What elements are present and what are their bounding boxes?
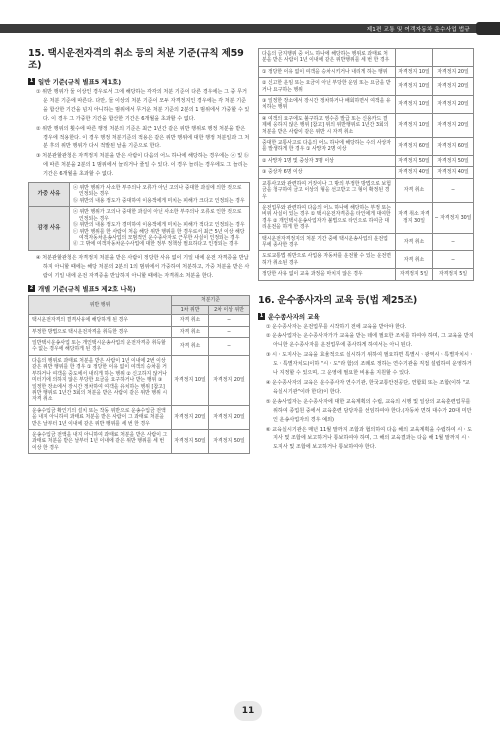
act-cell: ④ 여객의 요구에도 불구하고 영수증 발급 또는 신용카드 결제에 응하지 않은 행위 [참고] 위의 위반행위로 1년간 3회의 처분을 받은 사람이 같은 위반 시 자격 취소: [259, 113, 396, 137]
table-row: [29, 355, 250, 405]
individual-standard-table-continued: [258, 48, 474, 281]
second-cell: −: [209, 338, 250, 356]
second-cell: 자격정지 20일: [433, 66, 474, 77]
table-row: [259, 178, 474, 202]
first-cell: 자격정지 10일: [396, 66, 433, 77]
subsection-education-title: 운수종사자의 교육: [268, 312, 320, 321]
table-row: [259, 167, 474, 178]
act-cell: 정당한 사유 없이 교육 과정을 마치지 않은 경우: [259, 269, 396, 280]
table-row: [29, 429, 250, 453]
second-cell: 자격정지 5일: [433, 269, 474, 280]
second-cell: − 자격정지 30일: [433, 202, 474, 233]
second-cell: 자격정지 40일: [433, 167, 474, 178]
bullet-square-icon: 1: [259, 312, 264, 319]
act-cell: ③ 일정한 장소에서 장시간 정차하거나 배회하면서 여객을 유치하는 행위: [259, 96, 396, 114]
education-item-3: ③ 시ㆍ도지사는 교육을 효율적으로 실시하기 위하여 필요하면 특별시ㆍ광역시ㆍ특별자치시ㆍ도ㆍ특별자치도(이하 "시ㆍ도"라 함)의 조례로 정하는 연수기관을 직접 설립하여 운영하거나 지정할 수 있으며, 그 운영에 필요한 비용을 지원할 수 있다.: [266, 352, 474, 377]
aggravation-reasons: [70, 183, 250, 207]
rule-item-1: ① 위반 행위가 둘 이상인 경우로서 그에 해당하는 각각의 처분 기준이 다른 경우에는 그 중 무거운 처분 기준에 따른다. 다만, 둘 이상의 처분 기준이 모두 자격정지인 경우에는 각 처분 기준을 합산한 기간을 넘지 아니하는 범위에서 무거운 처분 기준의 2분의 1 범위에서 가중할 수 있다. 이 경우 그 가중한 기간을 합산한 기간은 6개월을 초과할 수 없다.: [36, 89, 250, 122]
header-first: 1차 위반: [172, 305, 209, 314]
act-cell: 택시운전자격의 결격사유에 해당하게 된 경우: [29, 315, 172, 326]
first-cell: 자격정지 5일: [396, 269, 433, 280]
table-row: [259, 233, 474, 251]
page-header: [0, 0, 500, 40]
chapter-tab: [476, 22, 500, 35]
table-row: [259, 269, 474, 280]
first-cell: 자격정지 50일: [396, 155, 433, 166]
table-row: [259, 155, 474, 166]
act-cell: 부정한 방법으로 택시운전자격을 취득한 경우: [29, 326, 172, 337]
aggravation-reason: ⓐ 위반 행위가 사소한 부주의나 오류가 아닌 고의나 중대한 과실에 의한 것으로 인정되는 경우: [73, 185, 242, 198]
running-title: 제1편 교통 및 여객자동차 운수사업 법규: [366, 27, 470, 33]
second-cell: 자격정지 20일: [433, 78, 474, 96]
table-row: [29, 338, 250, 356]
act-cell: 운송수입금 확인기의 설치 또는 작동 위반으로 운송수입금 전액을 내지 아니하여 과태료 처분을 받은 사람이 그 과태료 처분을 받은 날부터 1년 이내에 같은 위반 행위를 세 번 한 경우: [29, 405, 172, 429]
aggravation-reason: ⓑ 위반의 내용 정도가 중대하여 이용객에게 미치는 피해가 크다고 인정되는 경우: [73, 197, 245, 204]
first-cell: 자격 취소: [396, 233, 433, 251]
subsection-education: [258, 312, 474, 321]
subsection-individual: [28, 284, 250, 293]
act-cell: ② 사망자 1명 및 중상자 3명 이상: [259, 155, 396, 166]
page-number: 11: [234, 701, 262, 721]
second-cell: 자격정지 20일: [433, 113, 474, 137]
act-cell: 택시운전자격정지의 처분 기간 중에 택시운송사업의 운전업무에 종사한 경우: [259, 233, 396, 251]
first-cell: [396, 49, 433, 67]
first-cell: 자격 취소: [172, 315, 209, 326]
first-cell: 자격정지 50일: [172, 429, 209, 453]
mitigation-row: [29, 207, 250, 250]
table-row: [259, 138, 474, 156]
second-cell: −: [433, 233, 474, 251]
act-cell: 도로교통법 위반으로 사업용 자동차를 운전할 수 있는 운전면허가 취소된 경우: [259, 251, 396, 269]
table-row: [259, 49, 474, 67]
act-cell: ② 신고한 운임 또는 요금이 아닌 부당한 운임 또는 요금을 받거나 요구하는 행위: [259, 78, 396, 96]
left-column: [28, 48, 250, 454]
rule-item-3: ③ 처분관할관청은 자격정지 처분을 받은 사람이 다음의 어느 하나에 해당하는 경우에는 ⓐ 및 ⓑ에 따른 처분을 2분의 1 범위에서 늘리거나 줄일 수 있다. 이 경우 늘리는 경우에도 그 늘리는 기간은 6개월을 초과할 수 없다.: [36, 153, 249, 178]
subsection-general-title: 일반 기준(규칙 별표5 제1호): [38, 78, 122, 86]
second-cell: −: [209, 315, 250, 326]
second-cell: [433, 49, 474, 67]
second-cell: 자격정지 20일: [433, 96, 474, 114]
act-cell: 운송수입금 전액을 내지 아니하여 과태료 처분을 받은 사람이 그 과태료 처분을 받은 날부터 1년 이내에 같은 위반 행위를 세 번 이상 한 경우: [29, 429, 172, 453]
adjustment-table: [28, 182, 250, 251]
first-cell: 자격정지 10일: [172, 355, 209, 405]
act-cell: 중대한 교통사고로 다음의 어느 하나에 해당하는 수의 사상자를 발생하게 한 경우 ① 사망자 2명 이상: [259, 138, 396, 156]
header-criteria: 처분기준: [172, 296, 250, 305]
table-row: [259, 96, 474, 114]
mitigation-reason: ⓐ 위반 행위가 고의나 중대한 과실이 아닌 사소한 부주의나 오류로 인한 것으로 인정되는 경우: [73, 209, 242, 222]
second-cell: 자격정지 20일: [209, 355, 250, 405]
table-row: [29, 405, 250, 429]
first-cell: 자격 취소 자격정지 30일: [396, 202, 433, 233]
act-cell: 다음의 행위로 과태료 처분을 받은 사람이 1년 이내에 2번 이상 같은 위반 행위를 한 경우 ① 정당한 이유 없이 여객의 승차를 거부하거나 여객을 중도에서 내리게 하는 행위 ② 신고하지 않거나 미터기에 의하지 않은 부당한 요금을 요구하거나 받는 행위 ③ 일정한 장소에서 장시간 정차하여 여객을 유치하는 행위 [참고] 위반 행위로 1년간 3회의 처분을 받은 사람이 같은 위반 행위 시 자격 취소: [29, 355, 172, 405]
education-item-6: ⑥ 교육실시기관은 매년 11월 말까지 조합과 협의하여 다음 해의 교육계획을 수립하여 시ㆍ도지사 및 조합에 보고하거나 통보하여야 하며, 그 해의 교육결과는 다음 해 1월 말까지 시ㆍ도지사 및 조합에 보고하거나 통보하여야 한다.: [266, 426, 473, 451]
table-row: [259, 66, 474, 77]
bullet-square-icon: 1: [29, 78, 34, 84]
rule-item-2: ② 위반 행위의 횟수에 따른 행정 처분의 기준은 최근 1년간 같은 위반 행위로 행정 처분을 받은 경우에 적용한다. 이 경우 행정 처분기준의 적용은 같은 위반 행위에 대한 행정 처분일과 그 처분 후의 위반 행위가 다시 적발된 날을 기준으로 한다.: [36, 125, 250, 150]
act-cell: 운전업무와 관련하여 다음의 어느 하나에 해당하는 부정 또는 비위 사실이 있는 경우 ① 택시운전자격증을 타인에게 대여한 경우 ② 개인택시운송사업자가 불법으로 타인으로 하여금 대리운전을 하게 한 경우: [259, 202, 396, 233]
mitigation-reason: ⓓ 그 밖에 여객자동차운수사업에 대한 정부 정책상 필요하다고 인정되는 경우: [73, 241, 239, 248]
education-item-1: ① 운수종사자는 운전업무를 시작하기 전에 교육을 받아야 한다.: [266, 323, 407, 330]
second-cell: −: [433, 178, 474, 202]
first-cell: 자격정지 10일: [396, 78, 433, 96]
act-cell: 교통사고와 관련하여 거짓이나 그 밖의 부정한 방법으로 보험금을 청구하여 금고 이상의 형을 선고받고 그 형이 확정된 경우: [259, 178, 396, 202]
individual-standard-table: [28, 295, 250, 454]
act-cell: ① 정당한 이유 없이 여객을 승차시키거나 내리게 하는 행위: [259, 66, 396, 77]
mitigation-reason: ⓑ 위반의 내용 정도가 경미하여 이용객에게 미치는 피해가 적다고 인정되는 경우: [73, 222, 245, 229]
table-row: [29, 315, 250, 326]
education-item-2: ② 운송사업자는 운수종사자가가 교육을 받는 데에 필요한 조치를 하여야 하며, 그 교육을 받지 아니한 운수종사자를 운전업무에 종사하게 하여서는 아니 된다.: [266, 333, 474, 349]
first-cell: 자격 취소: [172, 326, 209, 337]
education-item-4: ④ 운수종사자의 교육은 운수종사자 연수기관, 한국교통안전공단, 연합회 또는 조합(이하 "교육실시기관"이라 한다)이 한다.: [266, 380, 470, 395]
table-row: [259, 202, 474, 233]
rule-item-4: ④ 처분관할관청은 자격정지 처분을 받은 사람이 정당한 사유 없이 기일 내에 운전 자격증을 반납하지 아니할 때에는 해당 처분의 2분의 1의 범위에서 가중하여 처분하고, 가중 처분을 받은 사람이 기일 내에 운전 자격증을 반납하지 아니할 때에는 자격취소 처분을 한다.: [36, 254, 250, 279]
first-cell: 자격 취소: [396, 178, 433, 202]
section-15-title: 15. 택시운전자격의 취소 등의 처분 기준(규칙 제59조): [28, 48, 244, 71]
first-cell: 자격 취소: [396, 251, 433, 269]
subsection-individual-title: 개별 기준(규칙 별표5 제2호 나목): [38, 285, 136, 294]
subsection-general: [28, 77, 250, 86]
table-row: [259, 113, 474, 137]
first-cell: 자격정지 40일: [396, 167, 433, 178]
table-row: [259, 251, 474, 269]
aggravation-label: 가중 사유: [29, 183, 70, 207]
second-cell: 자격정지 20일: [209, 405, 250, 429]
mitigation-label: 감경 사유: [29, 207, 70, 250]
first-cell: 자격정지 10일: [396, 113, 433, 137]
first-cell: 자격정지 10일: [396, 96, 433, 114]
right-column: [258, 48, 474, 453]
second-cell: 자격정지 50일: [209, 429, 250, 453]
education-item-5: ⑤ 운송사업자는 운수종사자에 대한 교육계획의 수립, 교육의 시행 및 일상의 교육훈련업무를 위하여 종업원 중에서 교육훈련 담당자를 선임하여야 한다.(자동차 면허 대수가 20대 미만인 운송사업자의 경우 예외): [266, 398, 472, 423]
act-cell: 다음의 금지행위 중 어느 하나에 해당하는 행위로 과태료 처분을 받은 사람이 1년 이내에 같은 위반행위를 세 번 한 경우: [259, 49, 396, 67]
second-cell: 자격정지 50일: [433, 155, 474, 166]
table-header-row: [29, 296, 250, 305]
first-cell: 자격정지 60일: [396, 138, 433, 156]
second-cell: 자격정지 60일: [433, 138, 474, 156]
header-second: 2차 이상 위반: [209, 305, 250, 314]
second-cell: −: [433, 251, 474, 269]
second-cell: −: [209, 326, 250, 337]
table-row: [29, 326, 250, 337]
first-cell: 자격정지 20일: [172, 405, 209, 429]
first-cell: 자격 취소: [172, 338, 209, 356]
act-cell: 일반택시운송사업 또는 개인택시운송사업의 운전자격증 취득할 수 없는 경우에 해당하게 된 경우: [29, 338, 172, 356]
table-row: [259, 78, 474, 96]
section-16-title: 16. 운수종사자의 교육 등(법 제25조): [258, 294, 418, 306]
mitigation-reasons: [70, 207, 250, 250]
act-cell: ③ 중상자 6명 이상: [259, 167, 396, 178]
mitigation-reason: ⓒ 위반 행위를 한 사람이 처음 해당 위반 행위를 한 경우로서 최근 5년 이상 해당 여객자동차운송사업의 모범적인 운수종사자로 근무한 사실이 인정되는 경우: [73, 228, 245, 241]
header-act: 위반 행위: [29, 296, 172, 315]
aggravation-row: [29, 183, 250, 207]
bullet-square-icon: 2: [29, 285, 34, 292]
